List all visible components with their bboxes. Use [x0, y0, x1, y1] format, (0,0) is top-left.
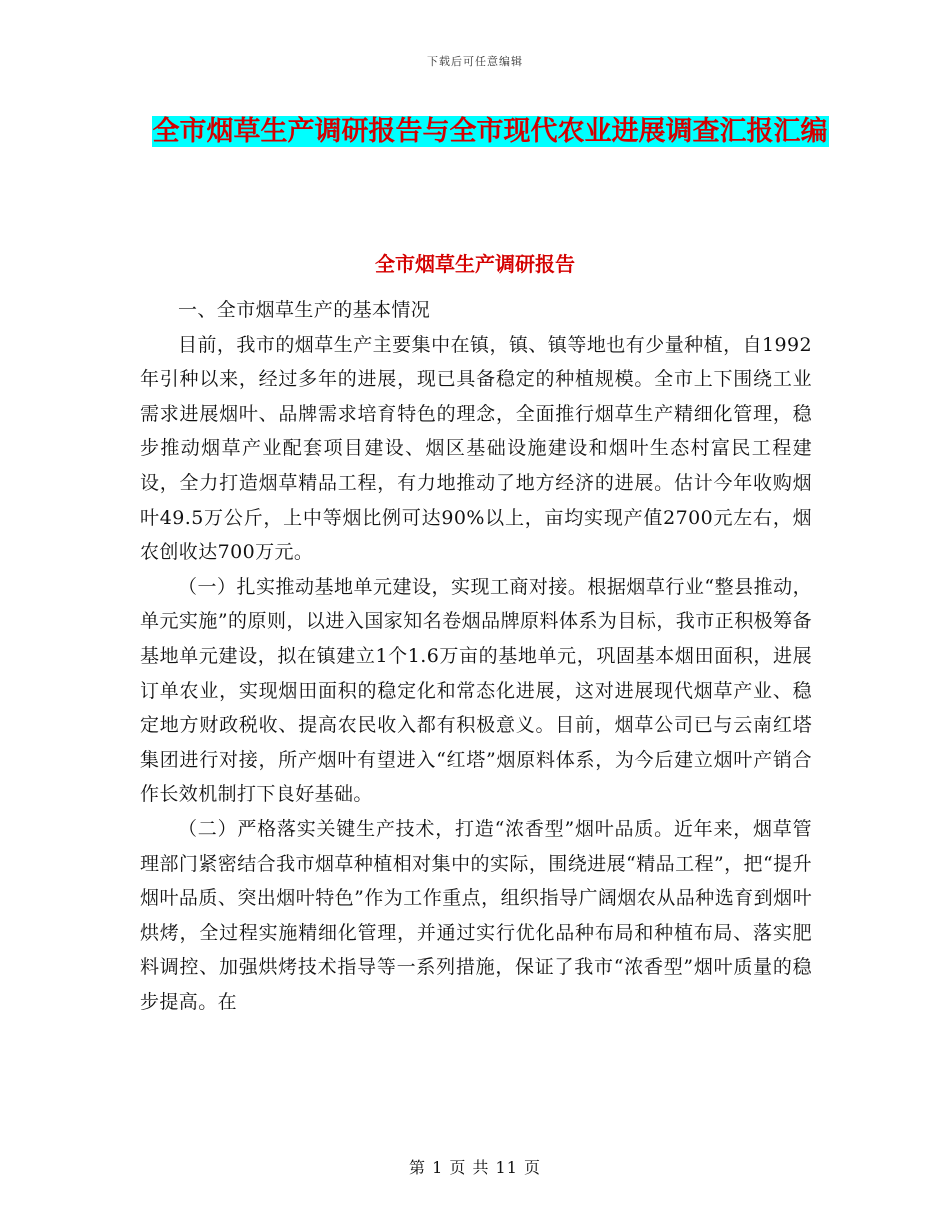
document-body	[140, 293, 812, 1019]
paragraph: （二）严格落实关键生产技术，打造“浓香型”烟叶品质。近年来，烟草管理部门紧密结合我市烟草种植相对集中的实际，围绕进展“精品工程”，把“提升烟叶品质、突出烟叶特色”作为工作重点，组织指导广阔烟农从品种选育到烟叶烘烤，全过程实施精细化管理，并通过实行优化品种布局和种植布局、落实肥料调控、加强烘烤技术指导等一系列措施，保证了我市“浓香型”烟叶质量的稳步提高。在	[140, 817, 812, 1013]
page-number: 第 1 页 共 11 页	[409, 1158, 541, 1177]
document-title-text: 全市烟草生产调研报告与全市现代农业进展调查汇报汇编	[152, 116, 828, 147]
paragraph: （一）扎实推动基地单元建设，实现工商对接。根据烟草行业“整县推动，单元实施”的原则，以进入国家知名卷烟品牌原料体系为目标，我市正积极筹备基地单元建设，拟在镇建立1个1.6万亩的基地单元，巩固基本烟田面积，进展订单农业，实现烟田面积的稳定化和常态化进展，这对进展现代烟草产业、稳定地方财政税收、提高农民收入都有积极意义。目前，烟草公司已与云南红塔集团进行对接，所产烟叶有望进入“红塔”烟原料体系，为今后建立烟叶产销合作长效机制打下良好基础。	[140, 575, 812, 806]
section-title: 全市烟草生产调研报告	[375, 252, 575, 276]
paragraph-heading: 一、全市烟草生产的基本情况	[178, 299, 431, 321]
paragraph: 目前，我市的烟草生产主要集中在镇，镇、镇等地也有少量种植，自1992年引种以来，经过多年的进展，现已具备稳定的种植规模。全市上下围绕工业需求进展烟叶、品牌需求培育特色的理念，全面推行烟草生产精细化管理，稳步推动烟草产业配套项目建设、烟区基础设施建设和烟叶生态村富民工程建设，全力打造烟草精品工程，有力地推动了地方经济的进展。估计今年收购烟叶49.5万公斤，上中等烟比例可达90%以上，亩均实现产值2700元左右，烟农创收达700万元。	[140, 333, 812, 564]
document-title	[140, 110, 840, 154]
header-note: 下载后可任意编辑	[427, 55, 523, 68]
